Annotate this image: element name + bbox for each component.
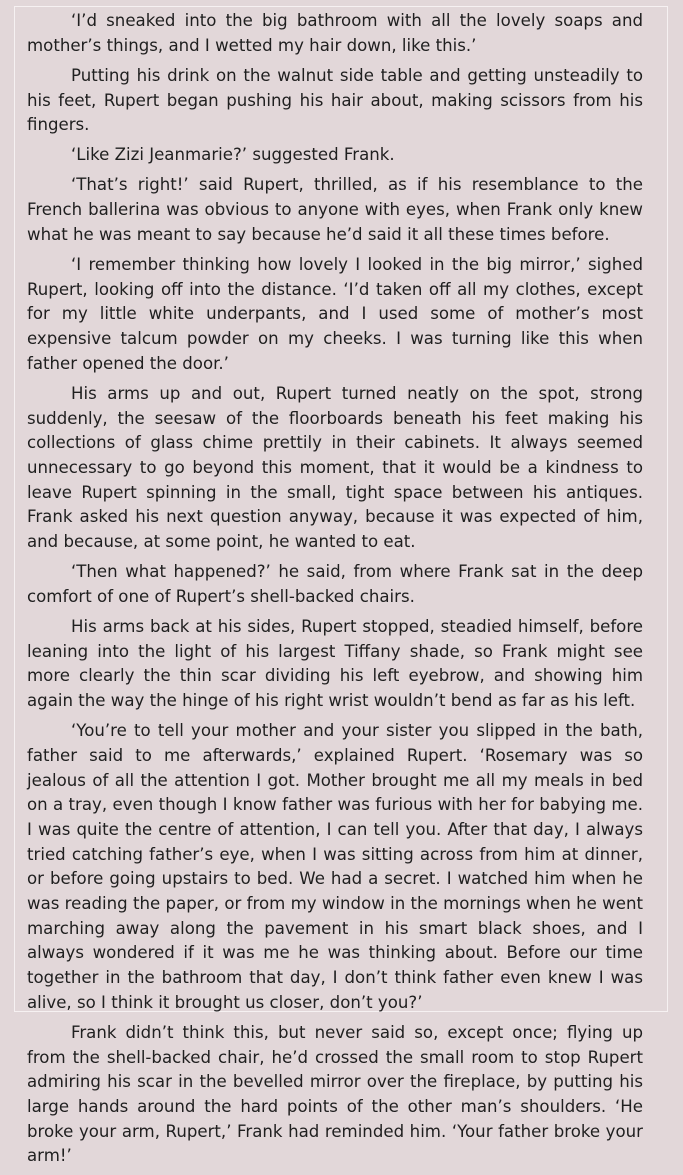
story-text	[27, 9, 643, 1175]
paragraph: Frank didn’t think this, but never said so, except once; flying up from the shell-backed chair, he’d crossed the small room to stop Rupert admiring his scar in the bevelled mirror over the fireplace, by putting his large hands around the hard points of the other man’s shoulders. ‘He broke your arm, Rupert,’ Frank had reminded him. ‘Your father broke your arm!’	[27, 1022, 643, 1166]
paragraph: ‘You’re to tell your mother and your sister you slipped in the bath, father said to me afterwards,’ explained Rupert. ‘Rosemary was so jealous of all the attention I got. Mother brought me all my meals in bed on a tray, even though I know father was furious with her for babying me. I was quite the centre of attention, I can tell you. After that day, I always tried catching father’s eye, when I was sitting across from him at dinner, or before going upstairs to bed. We had a secret. I watched him when he was reading the paper, or from my window in the mornings when he went marching away along the pavement in his smart black shoes, and I always wondered if it was me he was thinking about. Before our time together in the bathroom that day, I don’t think father even knew I was alive, so I think it brought us closer, don’t you?’	[27, 721, 643, 1012]
paragraph: ‘That’s right!’ said Rupert, thrilled, as if his resemblance to the French ballerina was obvious to anyone with eyes, when Frank only knew what he was meant to say because he’d said it all these times before.	[27, 175, 643, 244]
paragraph: ‘I remember thinking how lovely I looked in the big mirror,’ sighed Rupert, looking off into the distance. ‘I’d taken off all my clothes, except for my little white underpants, and I used some of mother’s most expensive talcum powder on my cheeks. I was turning like this when father opened the door.’	[27, 254, 643, 373]
paragraph: His arms back at his sides, Rupert stopped, steadied himself, before leaning into the light of his largest Tiffany shade, so Frank might see more clearly the thin scar dividing his left eyebrow, and showing him again the way the hinge of his right wrist wouldn’t bend as far as his left.	[27, 616, 643, 711]
paragraph: ‘Then what happened?’ he said, from where Frank sat in the deep comfort of one of Rupert’s shell-backed chairs.	[27, 562, 643, 606]
paragraph: ‘I’d sneaked into the big bathroom with all the lovely soaps and mother’s things, and I wetted my hair down, like this.’	[27, 11, 643, 55]
paragraph: Putting his drink on the walnut side table and getting unsteadily to his feet, Rupert began pushing his hair about, making scissors from his fingers.	[27, 65, 643, 135]
paragraph: His arms up and out, Rupert turned neatly on the spot, strong suddenly, the seesaw of the floorboards beneath his feet making his collections of glass chime prettily in their cabinets. It always seemed unnecessary to go beyond this moment, that it would be a kindness to leave Rupert spinning in the small, tight space between his antiques. Frank asked his next question anyway, because it was expected of him, and because, at some point, he wanted to eat.	[27, 383, 643, 552]
paragraph: ‘Like Zizi Jeanmarie?’ suggested Frank.	[71, 145, 395, 165]
